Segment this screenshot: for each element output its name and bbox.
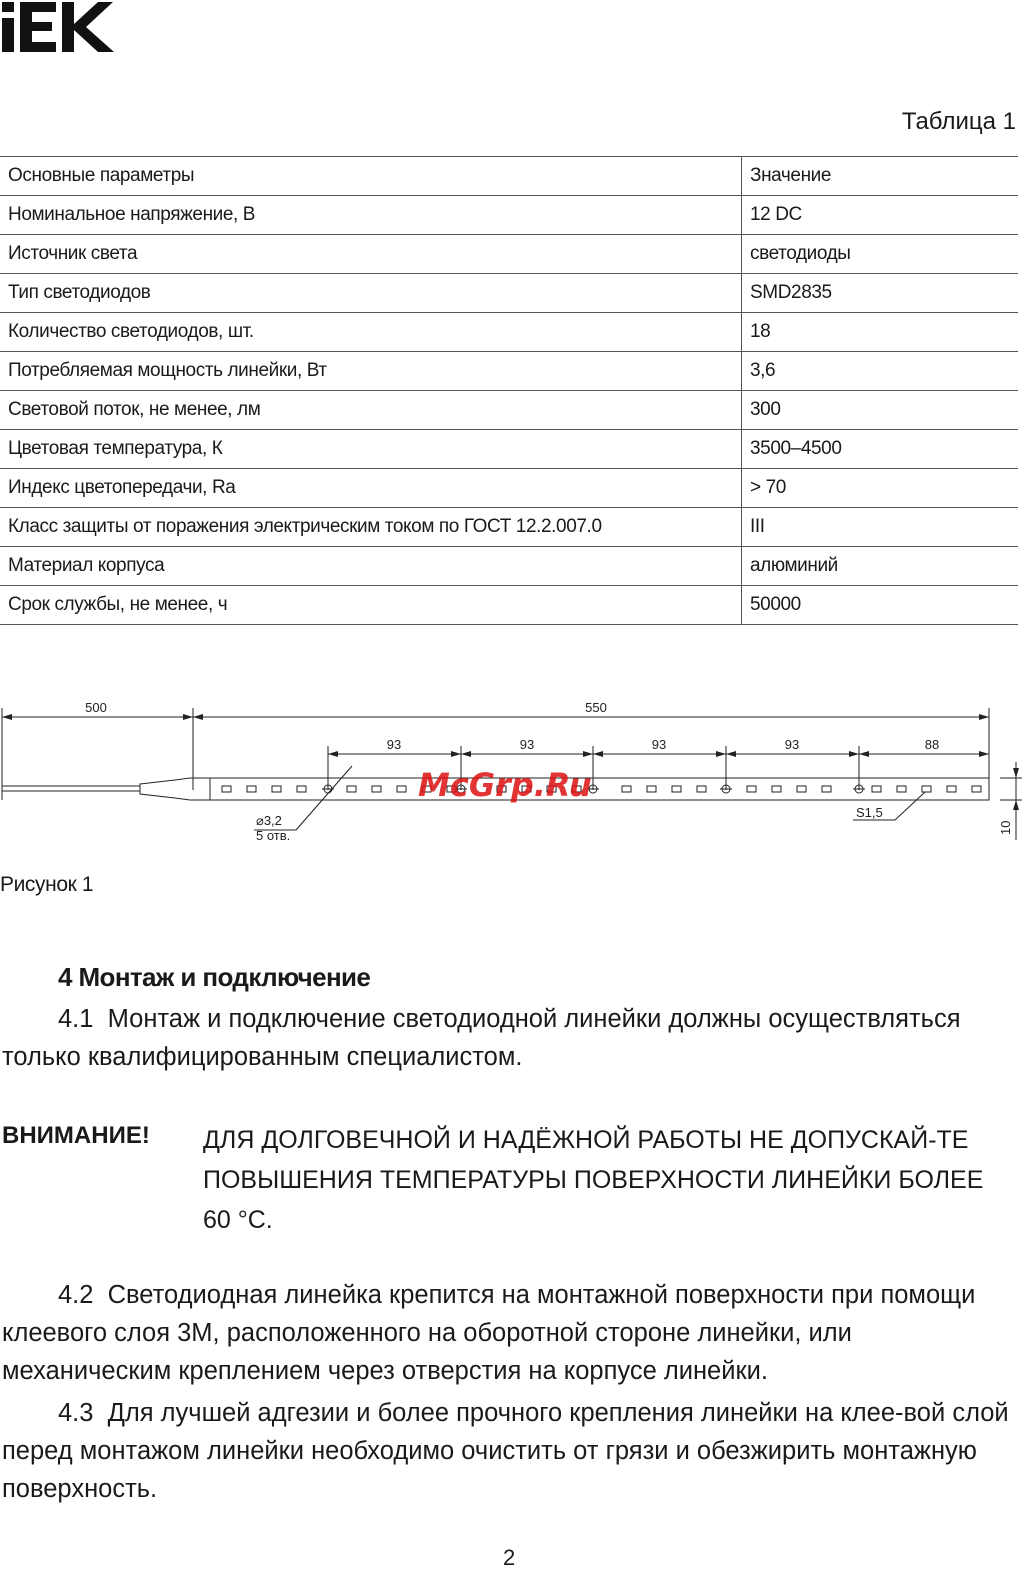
param-name: Цветовая температура, К [0, 430, 742, 469]
paragraph-4-3 [2, 1394, 1012, 1508]
table-row [0, 235, 1018, 274]
led-chip [797, 786, 806, 792]
thickness-label: S1,5 [856, 805, 883, 820]
hole-count-label: 5 отв. [256, 828, 291, 843]
led-chip [672, 786, 681, 792]
param-name: Количество светодиодов, шт. [0, 313, 742, 352]
paragraph-4-1 [2, 1000, 1012, 1076]
table-header-row [0, 157, 1018, 196]
dim-pitch-label: 93 [784, 737, 800, 752]
led-chip [622, 786, 631, 792]
led-chip [272, 786, 281, 792]
param-value: светодиоды [742, 235, 1019, 274]
param-name: Класс защиты от поражения электрическим током по ГОСТ 12.2.007.0 [0, 508, 742, 547]
height-label: 10 [998, 820, 1013, 835]
param-value: Значение [742, 157, 1019, 196]
para-number: 4.3 [58, 1399, 94, 1427]
led-chip [897, 786, 906, 792]
table-caption: Таблица 1 [901, 108, 1016, 135]
param-name: Индекс цветопередачи, Ra [0, 469, 742, 508]
table-row [0, 430, 1018, 469]
param-value: 3500–4500 [742, 430, 1019, 469]
dim-total-label: 550 [585, 700, 607, 715]
param-name: Срок службы, не менее, ч [0, 586, 742, 625]
led-chip [922, 786, 931, 792]
led-chip [222, 786, 231, 792]
led-chip [297, 786, 306, 792]
param-name: Световой поток, не менее, лм [0, 391, 742, 430]
param-value: SMD2835 [742, 274, 1019, 313]
param-name: Материал корпуса [0, 547, 742, 586]
paragraph-4-2 [2, 1276, 1012, 1390]
param-value: 300 [742, 391, 1019, 430]
table-row [0, 274, 1018, 313]
led-chip [372, 786, 381, 792]
watermark: McGrp.Ru [418, 766, 592, 804]
param-value: 12 DC [742, 196, 1019, 235]
param-name: Номинальное напряжение, В [0, 196, 742, 235]
dim-end-label: 88 [924, 737, 940, 752]
param-name: Источник света [0, 235, 742, 274]
iek-logo [0, 0, 115, 56]
table-row [0, 586, 1018, 625]
hole-diameter-label: ⌀3,2 [256, 813, 282, 828]
para-text: Монтаж и подключение светодиодной линейки должны осуществляться только квалифицированным специалистом. [2, 1005, 961, 1071]
led-chip [697, 786, 706, 792]
led-chip [772, 786, 781, 792]
section-title: 4 Монтаж и подключение [58, 962, 371, 992]
led-chip [347, 786, 356, 792]
para-number: 4.2 [58, 1281, 94, 1309]
para-text: Для лучшей адгезии и более прочного крепления линейки на клее-вой слой перед монтажом линейки необходимо очистить от грязи и обезжирить монтажную поверхность. [2, 1399, 1009, 1503]
led-chip [822, 786, 831, 792]
param-value: 3,6 [742, 352, 1019, 391]
table-row [0, 547, 1018, 586]
led-chip [747, 786, 756, 792]
table-row [0, 313, 1018, 352]
param-value: 18 [742, 313, 1019, 352]
para-number: 4.1 [58, 1005, 94, 1033]
led-chip [972, 786, 981, 792]
dim-cable-label: 500 [85, 700, 107, 715]
param-name: Основные параметры [0, 157, 742, 196]
led-chip [872, 786, 881, 792]
param-name: Потребляемая мощность линейки, Вт [0, 352, 742, 391]
param-value: III [742, 508, 1019, 547]
param-value: > 70 [742, 469, 1019, 508]
dim-pitch-label: 93 [519, 737, 535, 752]
table-row [0, 352, 1018, 391]
warning-text: ДЛЯ ДОЛГОВЕЧНОЙ И НАДЁЖНОЙ РАБОТЫ НЕ ДОПУСКАЙ-ТЕ ПОВЫШЕНИЯ ТЕМПЕРАТУРЫ ПОВЕРХНОСТИ ЛИНЕЙКИ БОЛЕЕ 60 °С. [203, 1126, 984, 1234]
param-value: 50000 [742, 586, 1019, 625]
table-row [0, 508, 1018, 547]
warning-label: ВНИМАНИЕ! [2, 1122, 150, 1149]
connector [140, 778, 210, 800]
led-chip [247, 786, 256, 792]
figure-caption: Рисунок 1 [0, 873, 94, 896]
table-row [0, 469, 1018, 508]
param-name: Тип светодиодов [0, 274, 742, 313]
dim-pitch-label: 93 [651, 737, 667, 752]
parameters-table [0, 156, 1018, 625]
led-chip [647, 786, 656, 792]
table-row [0, 196, 1018, 235]
page-number: 2 [503, 1545, 516, 1570]
param-value: алюминий [742, 547, 1019, 586]
led-chip [947, 786, 956, 792]
led-chip [397, 786, 406, 792]
dim-pitch-label: 93 [386, 737, 402, 752]
table-row [0, 391, 1018, 430]
para-text: Светодиодная линейка крепится на монтажной поверхности при помощи клеевого слоя 3М, расположенного на оборотной стороне линейки, или механическим креплением через отверстия на корпусе линейки. [2, 1281, 976, 1385]
